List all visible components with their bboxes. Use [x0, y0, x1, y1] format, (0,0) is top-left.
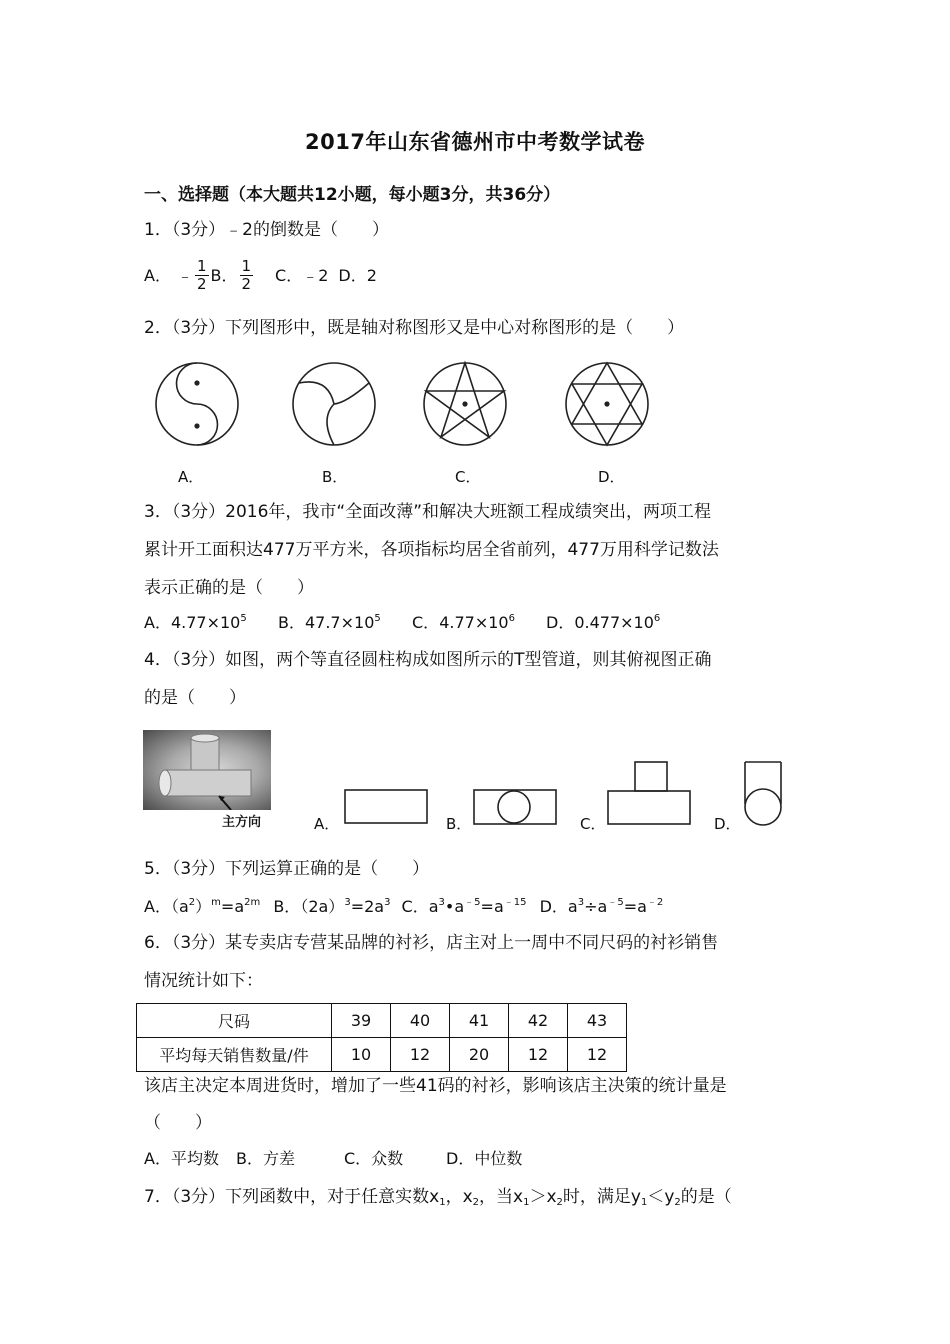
expr-part: （a: [170, 897, 189, 916]
q3-line-3: 表示正确的是（ ）: [144, 578, 314, 598]
yin-yang-figure: [156, 363, 238, 445]
q4-label-d: D．: [714, 815, 741, 833]
fraction-numerator: 1: [241, 257, 252, 275]
q1-stem: 1．（3分）﹣2的倒数是（ ）: [144, 220, 389, 240]
expr-part: •a: [444, 897, 465, 916]
page-title: 2017年山东省德州市中考数学试卷: [305, 130, 645, 154]
expr-part: ÷a: [584, 897, 608, 916]
q1-option-d: D．2: [338, 265, 377, 285]
expr-part: a: [428, 897, 439, 916]
q1-option-b-label: B．: [210, 265, 238, 285]
expr-exponent: 2m: [244, 897, 261, 908]
option-label: D．: [539, 897, 568, 916]
q1-option-a-label: A．: [144, 265, 171, 285]
expr-exponent: ﹣5: [464, 897, 481, 908]
table-header-size: 尺码: [137, 1004, 332, 1038]
t-pipe-photo: [143, 730, 271, 810]
table-cell: 12: [509, 1038, 568, 1072]
hexagram-figure: [566, 363, 648, 445]
q7-stem: [144, 1185, 732, 1209]
q6-option-c: C．众数: [344, 1149, 404, 1168]
expr-exponent: 2: [188, 897, 196, 908]
option-label: C．: [401, 897, 429, 916]
q4-option-d-circle-rect: [741, 756, 787, 828]
q3-option-d: [546, 611, 660, 635]
subscript: 1: [523, 1197, 530, 1208]
q2-stem: 2．（3分）下列图形中，既是轴对称图形又是中心对称图形的是（ ）: [144, 318, 685, 338]
q3-option-a: [144, 611, 247, 635]
table-row: [137, 1004, 627, 1038]
expr-exponent: 3: [384, 897, 391, 908]
table-cell: 39: [332, 1004, 391, 1038]
expr-part: =a: [220, 897, 245, 916]
expr-part: （2a）: [300, 897, 345, 916]
table-cell: 41: [450, 1004, 509, 1038]
table-cell: 20: [450, 1038, 509, 1072]
expr-part: ）: [195, 897, 212, 916]
subscript: 1: [640, 1197, 648, 1208]
text-part: ＞x: [529, 1187, 557, 1207]
q6-line-2: 情况统计如下：: [144, 971, 263, 991]
q5-option-d: [540, 897, 664, 916]
section-heading: 一、选择题（本大题共12小题，每小题3分，共36分）: [144, 185, 561, 205]
expr-part: =a: [480, 897, 504, 916]
subscript: 2: [556, 1197, 563, 1208]
q4-label-b: B．: [446, 815, 472, 833]
expr-exponent: 3: [438, 897, 445, 908]
q5-option-a: [144, 897, 265, 916]
fraction-denominator: 2: [196, 275, 207, 293]
text-part: 的是（: [680, 1187, 732, 1207]
q1-option-a-fraction: [195, 258, 209, 293]
table-cell: 43: [568, 1004, 627, 1038]
table-cell: 12: [568, 1038, 627, 1072]
q6-line-3: 该店主决定本周进货时，增加了一些41码的衬衫，影响该店主决策的统计量是: [144, 1076, 727, 1096]
q5-option-b: [273, 897, 395, 916]
q2-label-d: D．: [598, 468, 625, 486]
q3-line-1: 3．（3分）2016年，我市“全面改薄”和解决大班额工程成绩突出，两项工程: [144, 502, 712, 522]
expr-exponent: ﹣5: [607, 897, 624, 908]
text-part: 时，满足y: [562, 1187, 641, 1207]
option-label: C．: [412, 613, 440, 632]
q4-option-a-rectangle: [343, 788, 431, 828]
subscript: 1: [439, 1197, 446, 1208]
fraction-numerator: 1: [196, 257, 207, 275]
q1-option-a-sign: ﹣: [176, 265, 193, 285]
text-part: 7．（3分）下列函数中，对于任意实数x: [144, 1187, 440, 1207]
option-base: 4.77×10: [170, 613, 241, 632]
q2-label-a: A．: [178, 468, 204, 486]
q2-figures: [150, 357, 660, 452]
table-cell: 40: [391, 1004, 450, 1038]
table-cell: 42: [509, 1004, 568, 1038]
q5-stem: 5．（3分）下列运算正确的是（ ）: [144, 859, 430, 879]
q4-line-2: 的是（ ）: [144, 688, 246, 708]
table-row: [137, 1038, 627, 1072]
text-part: ，x: [445, 1187, 473, 1207]
q4-label-a: A．: [314, 815, 340, 833]
expr-exponent: ﹣15: [503, 897, 527, 908]
subscript: 2: [472, 1197, 480, 1208]
q3-option-b: [278, 611, 381, 635]
text-part: ＜y: [647, 1187, 675, 1207]
q1-option-c: C．﹣2: [275, 265, 329, 285]
expr-part: a: [567, 897, 578, 916]
option-base: 47.7×10: [304, 613, 375, 632]
option-label: A．: [144, 897, 171, 916]
subscript: 2: [674, 1197, 681, 1208]
fraction-denominator: 2: [241, 275, 252, 293]
option-exponent: 6: [653, 613, 661, 624]
q2-label-b: B．: [322, 468, 348, 486]
option-label: B．: [278, 613, 305, 632]
option-label: D．: [546, 613, 575, 632]
q4-line-1: 4．（3分）如图，两个等直径圆柱构成如图所示的T型管道，则其俯视图正确: [144, 650, 712, 670]
option-exponent: 5: [240, 613, 247, 624]
table-header-sales: 平均每天销售数量/件: [137, 1038, 332, 1072]
expr-exponent: 3: [344, 897, 351, 908]
pentagram-figure: [424, 363, 506, 445]
shirt-sales-table: [136, 1003, 627, 1072]
q3-line-2: 累计开工面积达477万平方米，各项指标均居全省前列，477万用科学记数法: [144, 540, 719, 560]
q1-options: [144, 258, 377, 293]
expr-part: =a: [623, 897, 647, 916]
q6-line-4: （ ）: [144, 1113, 212, 1133]
option-exponent: 5: [374, 613, 381, 624]
q4-option-c-stacked-rects: [606, 760, 694, 828]
t-pipe-caption: 主方向: [222, 815, 262, 830]
q4-label-c: C．: [580, 815, 606, 833]
expr-exponent: m: [211, 897, 221, 908]
option-base: 0.477×10: [574, 613, 654, 632]
q5-options: [144, 895, 663, 919]
q3-option-c: [412, 611, 515, 635]
expr-exponent: ﹣2: [646, 897, 664, 908]
t-pipe-illustration: [143, 730, 271, 810]
q2-label-c: C．: [455, 468, 481, 486]
pinwheel-figure: [293, 363, 375, 445]
table-cell: 10: [332, 1038, 391, 1072]
q5-option-c: [402, 897, 532, 916]
q6-option-b: B．方差: [236, 1149, 295, 1168]
q6-option-a: A．平均数: [144, 1149, 219, 1168]
q6-line-1: 6．（3分）某专卖店专营某品牌的衬衫，店主对上一周中不同尺码的衬衫销售: [144, 933, 719, 953]
option-label: B．: [273, 897, 301, 916]
expr-exponent: 3: [577, 897, 585, 908]
option-label: A．: [144, 613, 171, 632]
table-cell: 12: [391, 1038, 450, 1072]
q6-option-d: D．中位数: [446, 1149, 523, 1168]
option-base: 4.77×10: [439, 613, 509, 632]
option-exponent: 6: [508, 613, 515, 624]
text-part: ，当x: [479, 1187, 524, 1207]
expr-part: =2a: [350, 897, 385, 916]
q1-option-b-fraction: [240, 258, 254, 293]
q4-option-b-rect-circle: [472, 788, 560, 828]
